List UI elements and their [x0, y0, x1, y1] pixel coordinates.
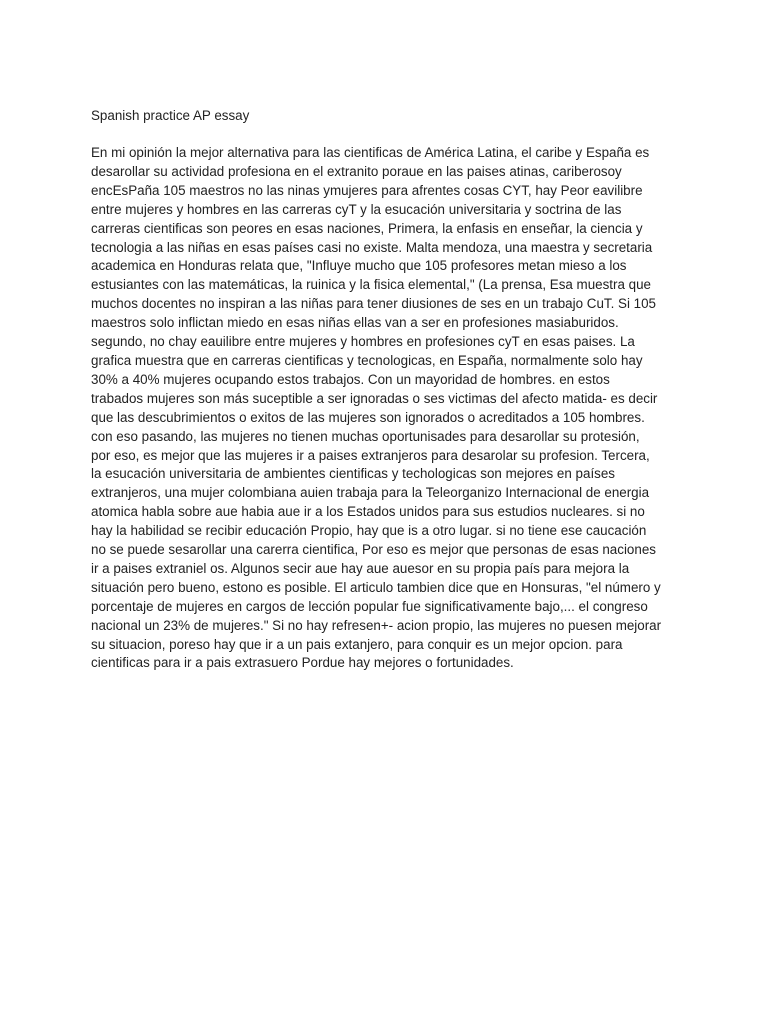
essay-line: desarollar su actividad profesiona en el extranito poraue en las paises atinas, cariberosoy	[91, 163, 622, 179]
essay-line: trabados mujeres son más suceptible a ser ignoradas o ses victimas del afecto matida- es decir	[91, 390, 658, 406]
essay-line: estusiantes con las matemáticas, la ruinica y la fisica elemental," (La prensa, Esa muestra que	[91, 277, 651, 293]
essay-line: situación pero bueno, estono es posible. El articulo tambien dice que en Honsuras, "el número y	[91, 579, 661, 595]
essay-title: Spanish practice AP essay	[91, 108, 250, 123]
essay-line: por eso, es mejor que las mujeres ir a paises extranjeros para desarolar su profesion. Tercera,	[91, 447, 650, 463]
essay-line: entre mujeres y hombres en las carreras cyT y la esucación universitaria y soctrina de las	[91, 201, 622, 217]
essay-line: que las descubrimientos o exitos de las mujeres son ignorados o acreditados a 105 hombres.	[91, 409, 645, 425]
essay-line: carreras cientificas son peores en esas naciones, Primera, la enfasis en enseñar, la ciencia y	[91, 220, 643, 236]
essay-line: extranjeros, una mujer colombiana auien trabaja para la Teleorganizo Internacional de energia	[91, 485, 650, 501]
essay-line: encEsPaña 105 maestros no las ninas ymujeres para afrentes cosas CYT, hay Peor eavilibre	[91, 182, 643, 198]
essay-line: tecnologia a las niñas en esas países casi no existe. Malta mendoza, una maestra y secretaria	[91, 239, 653, 255]
essay-line: segundo, no chay eauilibre entre mujeres y hombres en profesiones cyT en esas paises. La	[91, 334, 635, 350]
essay-line: su situacion, poreso hay que ir a un pais extanjero, para conquir es un mejor opcion. para	[91, 636, 623, 652]
essay-line: la esucación universitaria de ambientes cientificas y techologicas son mejores en países	[91, 466, 616, 482]
essay-line: cientificas para ir a pais extrasuero Pordue hay mejores o fortunidades.	[91, 655, 514, 671]
essay-line: porcentaje de mujeres en cargos de lección popular fue significativamente bajo,... el congreso	[91, 598, 648, 614]
essay-line: academica en Honduras relata que, "Influye mucho que 105 profesores metan mieso a los	[91, 258, 627, 274]
essay-line: ir a paises extraniel os. Algunos secir aue hay aue auesor en su propia país para mejora la	[91, 560, 630, 576]
essay-line: hay la habilidad se recibir educación Propio, hay que is a otro lugar. si no tiene ese caucación	[91, 523, 647, 539]
essay-line: con eso pasando, las mujeres no tienen muchas oportunisades para desarollar su protesión,	[91, 428, 640, 444]
essay-line: 30% a 40% mujeres ocupando estos trabajos. Con un mayoridad de hombres. en estos	[91, 371, 610, 387]
essay-line: muchos docentes no inspiran a las niñas para tener diusiones de ses en un trabajo CuT. Si 105	[91, 296, 656, 312]
essay-body	[91, 144, 691, 673]
essay-page	[91, 106, 691, 673]
essay-line: atomica habla sobre aue habia aue ir a los Estados unidos para sus estudios nucleares. si no	[91, 504, 645, 520]
essay-line: no se puede sesarollar una carerra cientifica, Por eso es mejor que personas de esas naciones	[91, 542, 656, 558]
essay-line: nacional un 23% de mujeres." Si no hay refresen+- acion propio, las mujeres no puesen mejorar	[91, 617, 662, 633]
essay-line: grafica muestra que en carreras cientificas y tecnologicas, en España, normalmente solo hay	[91, 352, 643, 368]
essay-line: En mi opinión la mejor alternativa para las cientificas de América Latina, el caribe y España es	[91, 145, 650, 160]
essay-line: maestros solo inflictan miedo en esas niñas ellas van a ser en profesiones masiaburidos.	[91, 315, 619, 331]
